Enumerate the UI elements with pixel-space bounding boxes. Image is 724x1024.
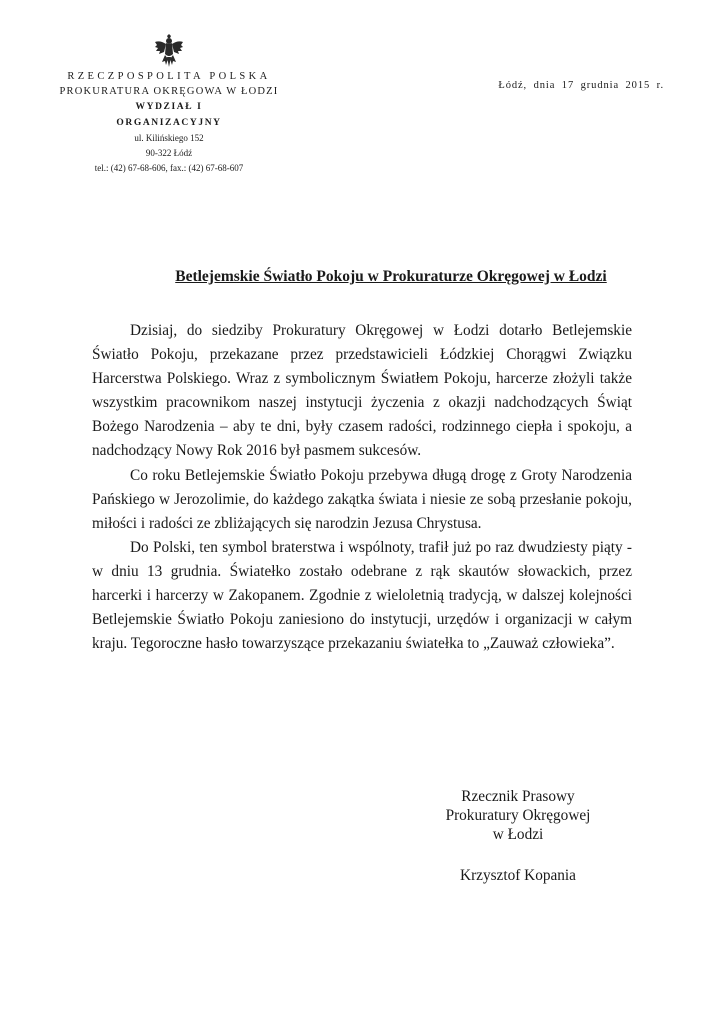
letterhead-city: 90-322 Łódź [145,148,193,158]
document-title: Betlejemskie Światło Pokoju w Prokuraturze Okręgowej w Łodzi [175,268,607,285]
letterhead-department-name: ORGANIZACYJNY [116,118,222,128]
signature-office: Prokuratury Okręgowej [445,807,591,824]
body-paragraph-1: Dzisiaj, do siedziby Prokuratury Okręgowej w Łodzi dotarło Betlejemskie Światło Pokoju, przekazane przez przedstawicieli Łódzkiej Chorągwi Związku Harcerstwa Polskiego. Wraz z symbolicznym Światłem Pokoju, harcerze złożyli także wszystkim pracownikom naszej instytucji życzenia z okazji nadchodzących Świąt Bożego Narodzenia – aby te dni, były czasem radości, rodzinnego ciepła i spokoju, a nadchodzący Nowy Rok 2016 był pasmem sukcesów. [92,322,632,460]
body-paragraph-2: Co roku Betlejemskie Światło Pokoju przebywa długą drogę z Groty Narodzenia Pańskiego w Jerozolimie, do każdego zakątka świata i niesie ze sobą przesłanie pokoju, miłości i radości ze zbliżających się narodzin Jezusa Chrystusa. [92,466,632,532]
polish-eagle-emblem-icon [154,34,184,68]
letterhead-office: PROKURATURA OKRĘGOWA W ŁODZI [59,86,279,97]
letterhead-street: ul. Kilińskiego 152 [134,133,204,143]
signature-name: Krzysztof Kopania [460,867,576,884]
signature-block [428,787,608,885]
letterhead-country: RZECZPOSPOLITA POLSKA [67,71,271,82]
signature-role: Rzecznik Prasowy [461,788,575,805]
letterhead-department: WYDZIAŁ I [135,102,203,112]
document-body [92,319,632,656]
body-paragraph-3: Do Polski, ten symbol braterstwa i wspólnoty, trafił już po raz dwudziesty piąty - w dniu 13 grudnia. Światełko zostało odebrane z rąk skautów słowackich, przez harcerki i harcerzy w Zakopanem. Zgodnie z wieloletnią tradycją, w dalszej kolejności Betlejemskie Światło Pokoju zaniesiono do instytucji, urzędów i organizacji w całym kraju. Tegoroczne hasło towarzyszące przekazaniu światełka to „Zauważ człowieka”. [92,538,632,653]
document-date: Łódź, dnia 17 grudnia 2015 r. [498,80,664,91]
letterhead [44,70,294,176]
letterhead-phone: tel.: (42) 67-68-606, fax.: (42) 67-68-607 [94,163,244,173]
signature-city: w Łodzi [492,826,544,843]
